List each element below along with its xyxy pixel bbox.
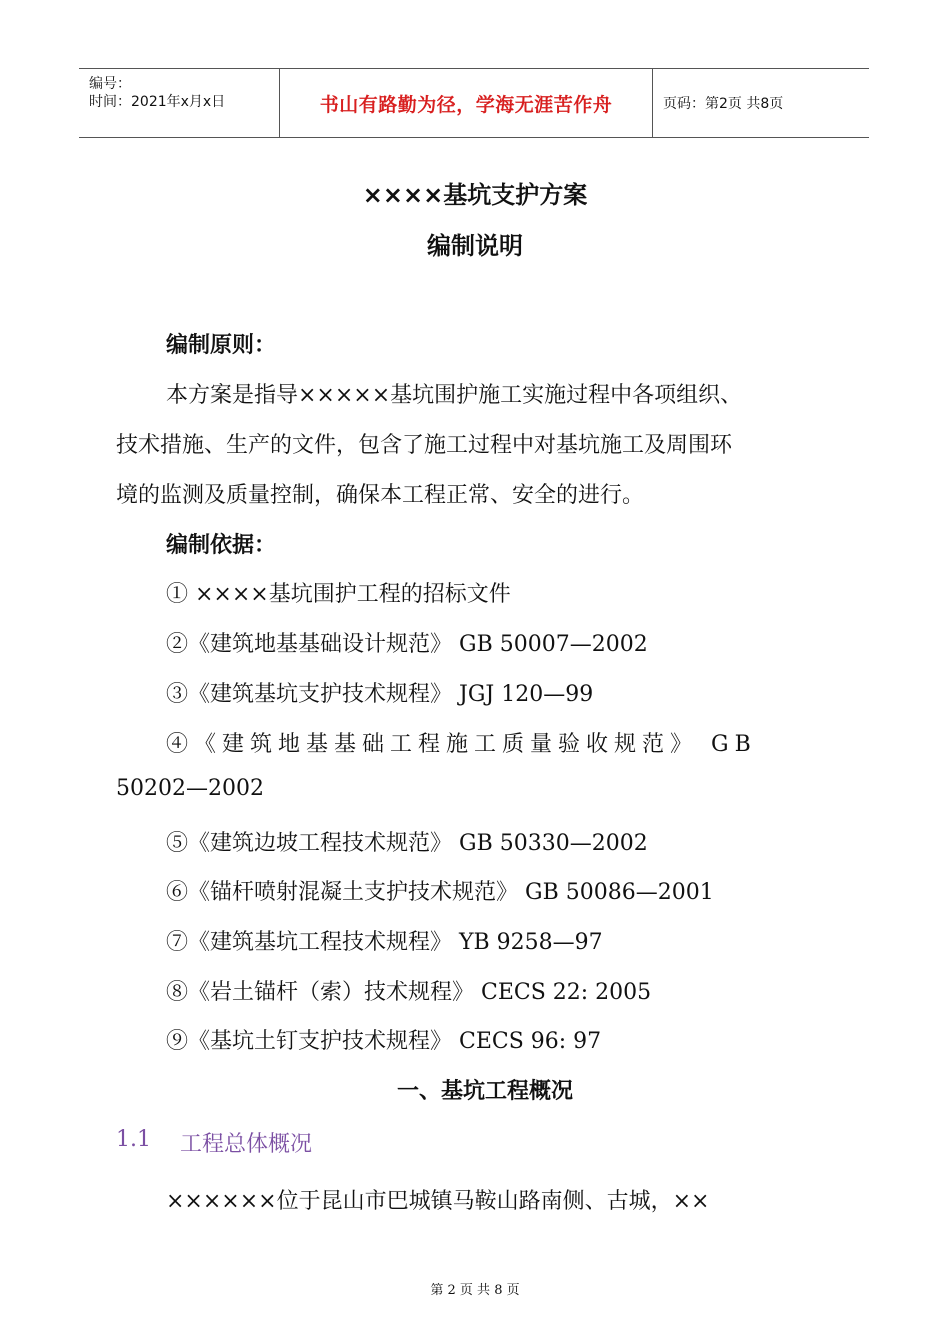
header-motto: 书山有路勤为径，学海无涯苦作舟 [319,93,613,116]
principle-heading: 编制原则： [166,333,277,358]
header-divider [652,69,653,137]
basis-item: ⑥《锚杆喷射混凝土支护技术规范》 GB 50086—2001 [166,880,714,905]
basis-item: ⑤《建筑边坡工程技术规范》 GB 50330—2002 [166,831,648,856]
section-number: 1.1 [116,1127,151,1152]
basis-item: ④《建筑地基基础工程施工质量验收规范》 GB [166,732,757,757]
document-title: ××××基坑支护方案 [362,181,588,209]
doc-date: 时间：2021年x月x日 [89,94,226,110]
basis-heading: 编制依据： [166,533,277,558]
basis-item: ① ××××基坑围护工程的招标文件 [166,582,511,607]
chapter-heading: 一、基坑工程概况 [396,1079,573,1104]
doc-number-label: 编号： [89,76,131,92]
body-line: ××××××位于昆山市巴城镇马鞍山路南侧、古城，×× [166,1189,710,1214]
principle-line: 技术措施、生产的文件，包含了施工过程中对基坑施工及周围环 [116,433,733,458]
basis-item: ③《建筑基坑支护技术规程》 JGJ 120—99 [166,682,594,707]
principle-line: 本方案是指导×××××基坑围护施工实施过程中各项组织、 [166,383,743,408]
page-footer: 第 2 页 共 8 页 [430,1283,520,1298]
basis-item: ②《建筑地基基础设计规范》 GB 50007—2002 [166,632,648,657]
basis-item: ⑧《岩土锚杆（索）技术规程》 CECS 22: 2005 [166,980,652,1005]
header-meta [79,69,279,137]
header-page-info: 页码：第2页 共8页 [663,96,784,112]
document-subtitle: 编制说明 [427,232,523,260]
principle-line: 境的监测及质量控制，确保本工程正常、安全的进行。 [116,483,645,508]
basis-item: 50202—2002 [116,776,264,801]
section-title: 工程总体概况 [180,1132,313,1157]
basis-item: ⑦《建筑基坑工程技术规程》 YB 9258—97 [166,930,603,955]
page-header [79,68,869,138]
basis-item: ⑨《基坑土钉支护技术规程》 CECS 96: 97 [166,1029,602,1054]
